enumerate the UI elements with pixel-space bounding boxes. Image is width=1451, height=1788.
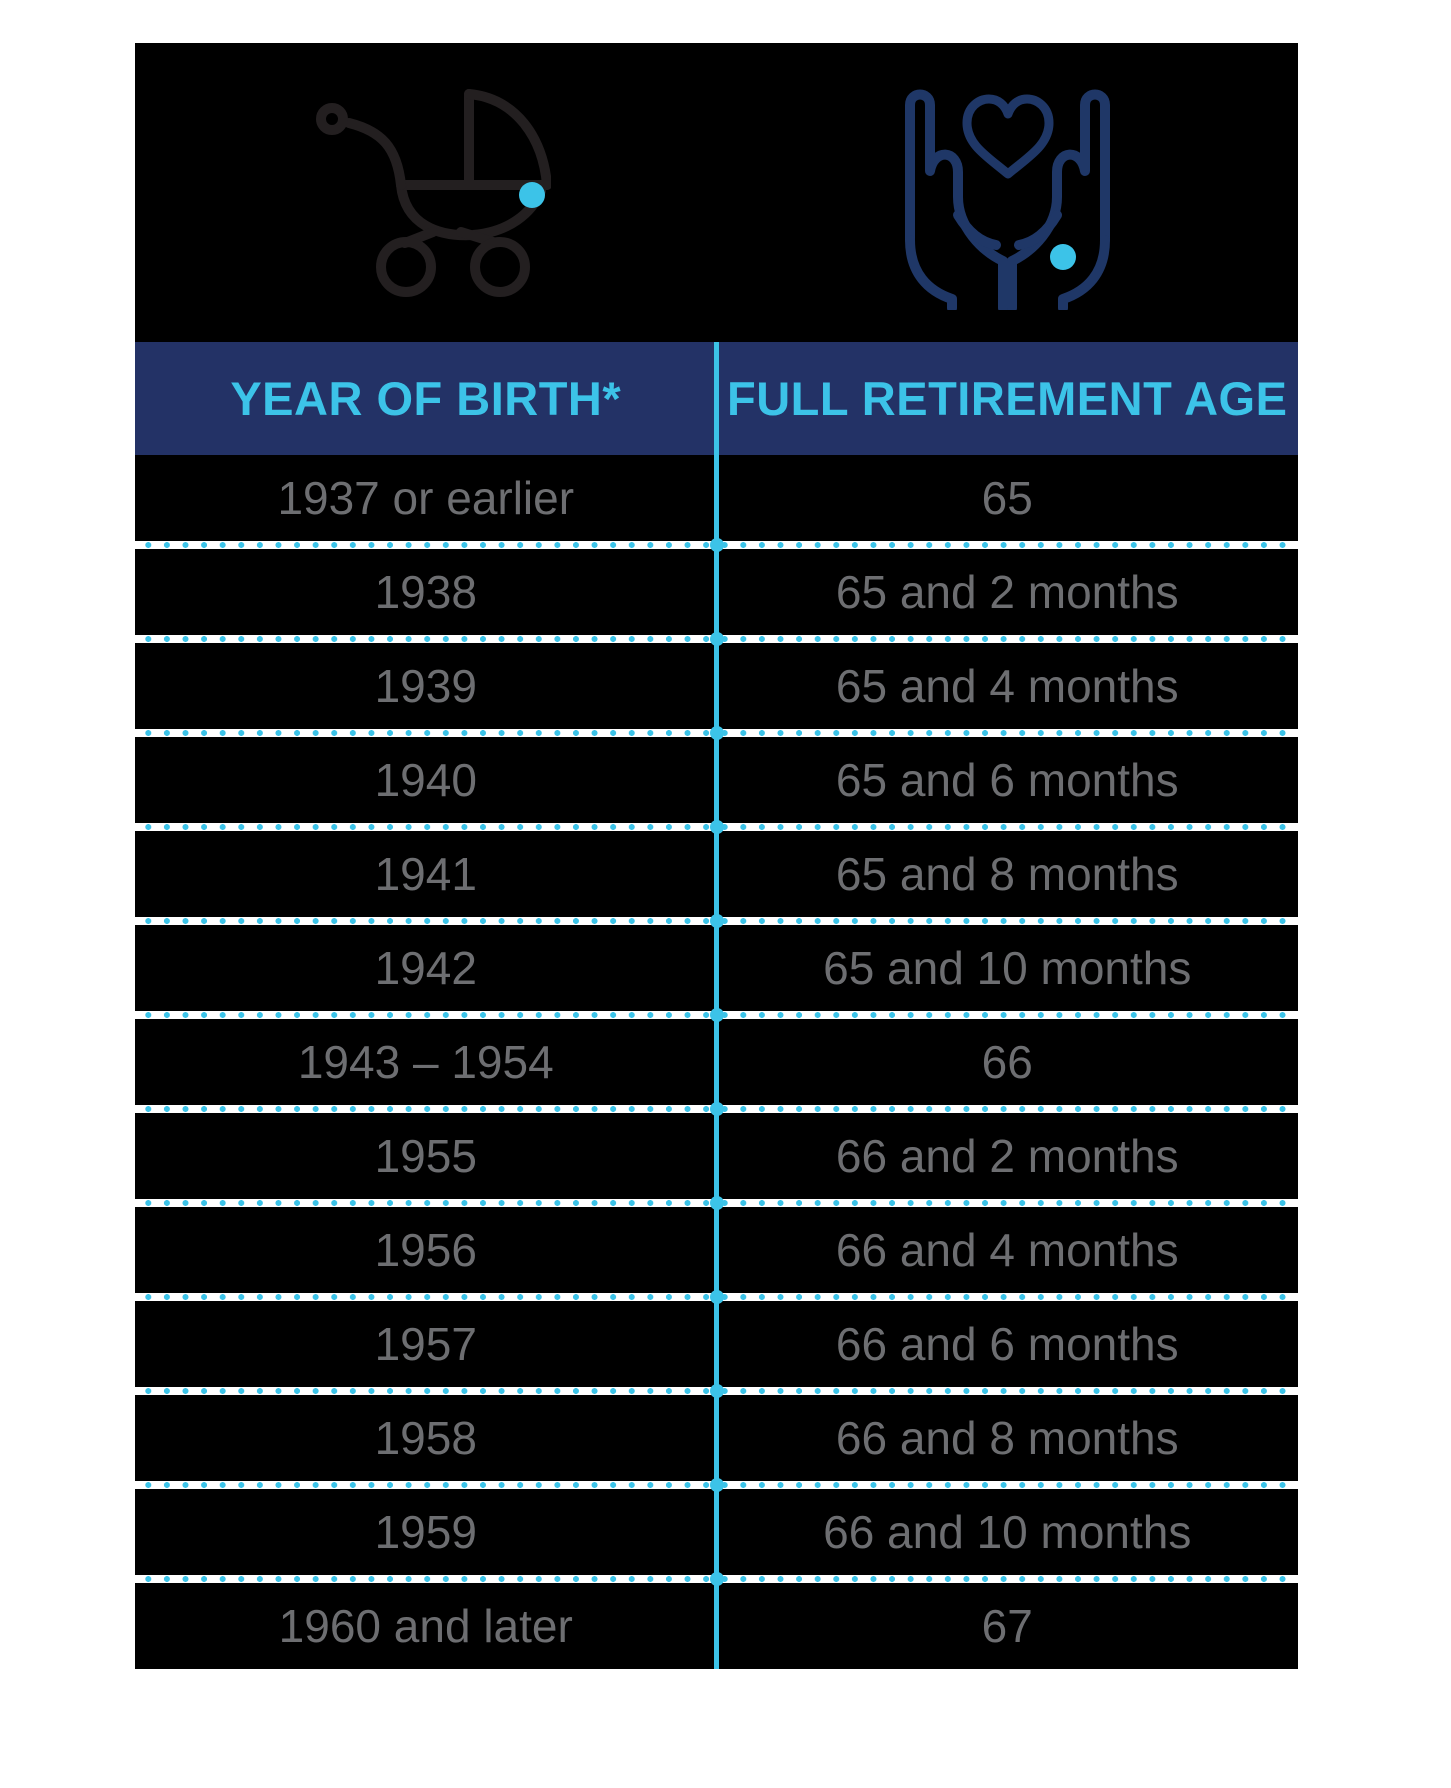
year-of-birth-cell: 1959 — [374, 1506, 477, 1558]
retirement-age-cell: 66 and 10 months — [823, 1506, 1192, 1558]
dotted-row-separator — [135, 1575, 1298, 1583]
dotted-row-separator — [135, 1011, 1298, 1019]
retirement-age-cell: 67 — [981, 1600, 1033, 1652]
dotted-row-separator — [135, 635, 1298, 643]
dotted-row-separator — [135, 1481, 1298, 1489]
header-full-retirement-age: FULL RETIREMENT AGE — [727, 372, 1288, 425]
year-of-birth-cell: 1937 or earlier — [277, 472, 575, 524]
year-of-birth-cell: 1942 — [374, 942, 477, 994]
retirement-age-cell: 66 and 4 months — [835, 1224, 1179, 1276]
baby-stroller-icon — [135, 43, 717, 342]
icon-band — [135, 43, 1298, 342]
retirement-age-table — [135, 43, 1298, 1669]
dotted-row-separator — [135, 729, 1298, 737]
retirement-age-cell: 65 — [981, 472, 1033, 524]
dotted-row-separator — [135, 1387, 1298, 1395]
dotted-row-separator — [135, 541, 1298, 549]
year-of-birth-cell: 1938 — [374, 566, 477, 618]
retirement-age-cell: 65 and 2 months — [835, 566, 1179, 618]
dotted-row-separator — [135, 1105, 1298, 1113]
dotted-row-separator — [135, 1199, 1298, 1207]
hands-holding-heart-icon — [717, 43, 1299, 342]
retirement-age-cell: 66 and 8 months — [835, 1412, 1179, 1464]
retirement-age-cell: 65 and 8 months — [835, 848, 1179, 900]
year-of-birth-cell: 1955 — [374, 1130, 477, 1182]
year-of-birth-cell: 1960 and later — [278, 1600, 573, 1652]
dotted-row-separator — [135, 917, 1298, 925]
year-of-birth-cell: 1939 — [374, 660, 477, 712]
year-of-birth-cell: 1941 — [374, 848, 477, 900]
retirement-age-cell: 66 — [981, 1036, 1033, 1088]
retirement-age-cell: 66 and 6 months — [835, 1318, 1179, 1370]
dotted-row-separator — [135, 823, 1298, 831]
year-of-birth-cell: 1943 – 1954 — [297, 1036, 554, 1088]
retirement-age-cell: 66 and 2 months — [835, 1130, 1179, 1182]
year-of-birth-cell: 1958 — [374, 1412, 477, 1464]
retirement-age-cell: 65 and 4 months — [835, 660, 1179, 712]
dotted-row-separator — [135, 1293, 1298, 1301]
retirement-age-cell: 65 and 10 months — [823, 942, 1192, 994]
retirement-age-cell: 65 and 6 months — [835, 754, 1179, 806]
year-of-birth-cell: 1956 — [374, 1224, 477, 1276]
year-of-birth-cell: 1957 — [374, 1318, 477, 1370]
header-year-of-birth: YEAR OF BIRTH* — [230, 372, 622, 425]
year-of-birth-cell: 1940 — [374, 754, 477, 806]
